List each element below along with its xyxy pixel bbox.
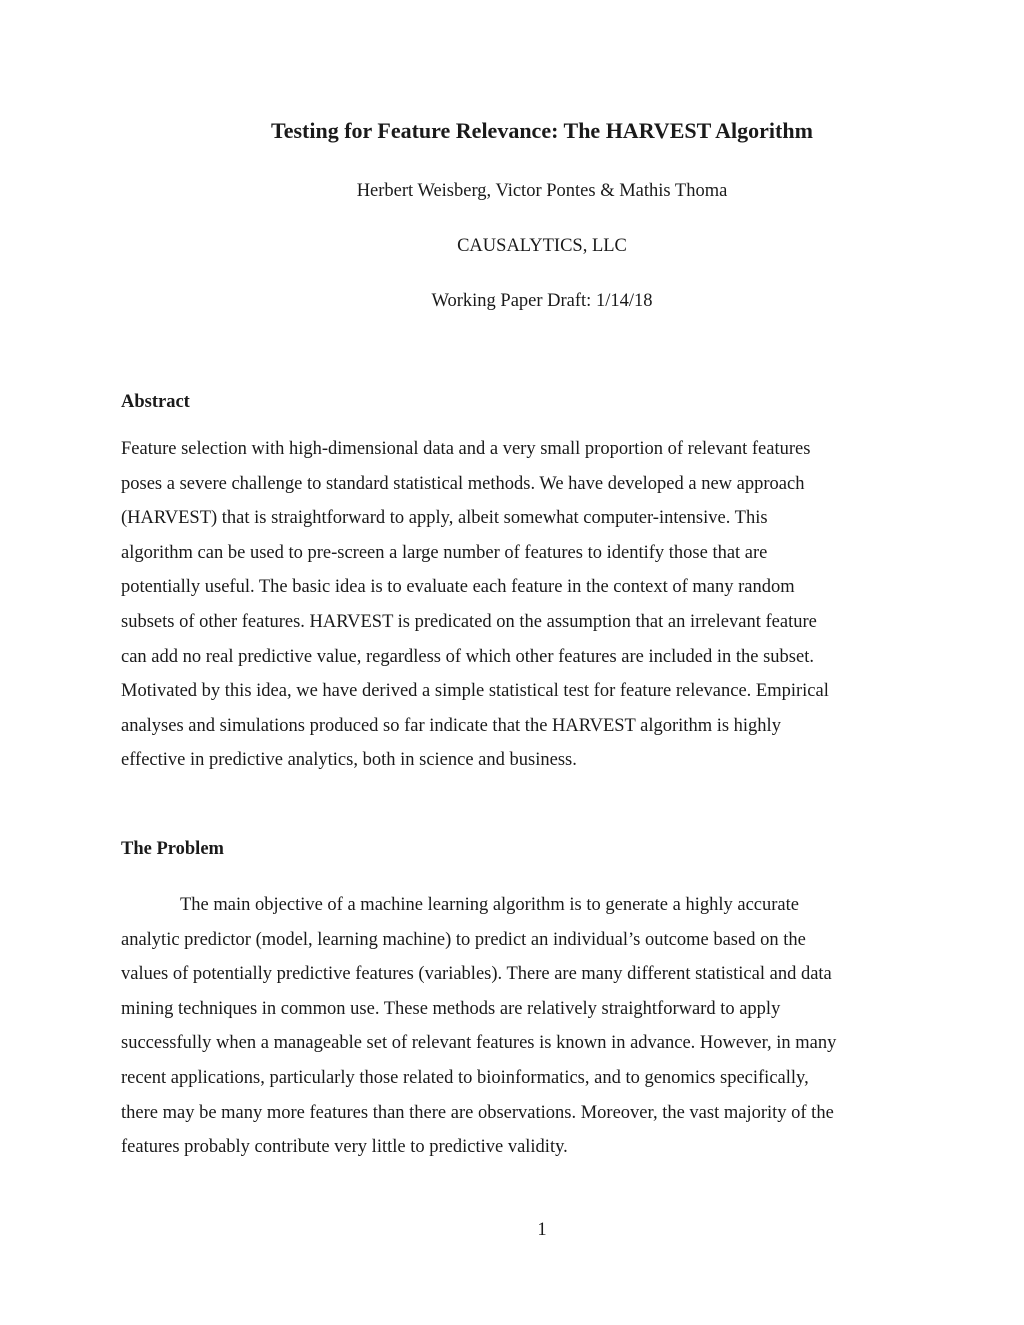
problem-line: features probably contribute very little to predictive validity. [121, 1137, 568, 1158]
abstract-body [121, 438, 829, 784]
paper-title: Testing for Feature Relevance: The HARVEST Algorithm [271, 118, 813, 143]
problem-line: mining techniques in common use. These methods are relatively straightforward to apply [121, 998, 781, 1019]
problem-line: recent applications, particularly those related to bioinformatics, and to genomics specifically, [121, 1067, 809, 1088]
abstract-line: can add no real predictive value, regardless of which other features are included in the subset. [121, 646, 814, 667]
abstract-line: Motivated by this idea, we have derived a simple statistical test for feature relevance. Empirical [121, 681, 829, 702]
abstract-line: subsets of other features. HARVEST is predicated on the assumption that an irrelevant feature [121, 611, 817, 632]
problem-body [121, 894, 836, 1171]
abstract-line: poses a severe challenge to standard statistical methods. We have developed a new approach [121, 473, 805, 494]
problem-line: analytic predictor (model, learning machine) to predict an individual’s outcome based on the [121, 929, 806, 950]
problem-line: values of potentially predictive features (variables). There are many different statistical and data [121, 964, 832, 985]
abstract-heading: Abstract [121, 392, 190, 412]
problem-heading: The Problem [121, 839, 224, 859]
problem-line: there may be many more features than there are observations. Moreover, the vast majority of the [121, 1102, 834, 1123]
abstract-line: algorithm can be used to pre-screen a large number of features to identify those that are [121, 542, 768, 563]
abstract-line: analyses and simulations produced so far indicate that the HARVEST algorithm is highly [121, 715, 781, 736]
draft-date: Working Paper Draft: 1/14/18 [431, 291, 653, 311]
problem-line: The main objective of a machine learning algorithm is to generate a highly accurate [180, 895, 799, 915]
abstract-line: Feature selection with high-dimensional data and a very small proportion of relevant features [121, 439, 811, 459]
abstract-line: (HARVEST) that is straightforward to apply, albeit somewhat computer-intensive. This [121, 508, 768, 529]
abstract-line: potentially useful. The basic idea is to evaluate each feature in the context of many random [121, 577, 795, 598]
author-list: Herbert Weisberg, Victor Pontes & Mathis Thoma [356, 181, 728, 201]
organization: CAUSALYTICS, LLC [457, 236, 627, 256]
abstract-line: effective in predictive analytics, both in science and business. [121, 750, 577, 771]
page-number: 1 [537, 1220, 547, 1240]
problem-line: successfully when a manageable set of relevant features is known in advance. However, in many [121, 1033, 837, 1054]
